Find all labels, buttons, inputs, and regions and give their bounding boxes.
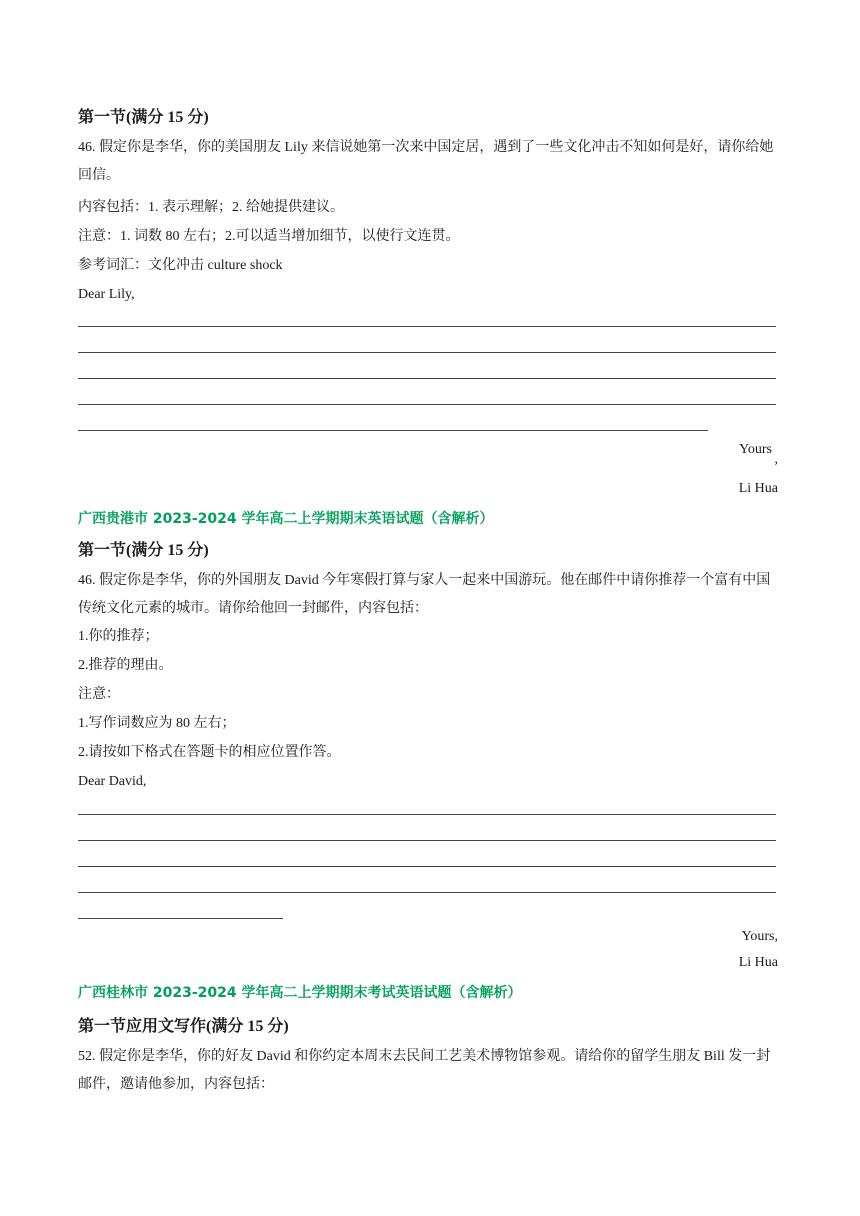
question-text: 46. 假定你是李华，你的美国朋友 Lily 来信说她第一次来中国定居，遇到了一些文化冲击不知如何是好，请你给她回信。	[78, 140, 774, 183]
answer-line	[78, 866, 776, 867]
note-text: 注意：1. 词数 80 左右；2.可以适当增加细节，以使行文连贯。	[78, 229, 460, 244]
note-item: 1.写作词数应为 80 左右；	[78, 716, 236, 731]
requirement-item: 1.你的推荐；	[78, 629, 159, 644]
letter-closing: Yours,	[741, 929, 778, 944]
note-item: 2.请按如下格式在答题卡的相应位置作答。	[78, 745, 341, 760]
content-requirements: 内容包括：1. 表示理解；2. 给她提供建议。	[78, 200, 344, 215]
note-label: 注意：	[78, 687, 120, 702]
vocab-text: 参考词汇：文化冲击 culture shock	[78, 258, 283, 273]
requirement-item: 2.推荐的理由。	[78, 658, 173, 673]
letter-signature: Li Hua	[738, 481, 778, 496]
letter-closing: Yours	[739, 442, 772, 457]
letter-greeting: Dear David,	[78, 774, 147, 789]
letter-signature: Li Hua	[738, 955, 778, 970]
answer-line	[78, 352, 776, 353]
answer-line	[78, 430, 708, 431]
letter-greeting: Dear Lily,	[78, 287, 135, 302]
question-text: 52. 假定你是李华，你的好友 David 和你约定本周末去民间工艺美术博物馆参观。请给你的留学生朋友 Bill 发一封邮件，邀请他参加，内容包括：	[78, 1049, 771, 1092]
source-title: 广西贵港市 2023-2024 学年高二上学期期末英语试题（含解析）	[78, 511, 494, 527]
answer-line	[78, 892, 776, 893]
source-title: 广西桂林市 2023-2024 学年高二上学期期末考试英语试题（含解析）	[78, 985, 522, 1001]
section-heading: 第一节(满分 15 分)	[78, 109, 209, 126]
answer-line	[78, 814, 776, 815]
answer-line	[78, 404, 776, 405]
answer-line	[78, 326, 776, 327]
section-heading: 第一节应用文写作(满分 15 分)	[78, 1018, 289, 1035]
answer-line	[78, 840, 776, 841]
answer-line	[78, 378, 776, 379]
answer-line	[78, 918, 283, 919]
section-heading: 第一节(满分 15 分)	[78, 542, 209, 559]
question-text: 46. 假定你是李华，你的外国朋友 David 今年寒假打算与家人一起来中国游玩。他在邮件中请你推荐一个富有中国传统文化元素的城市。请你给他回一封邮件，内容包括：	[78, 573, 771, 616]
closing-comma: ,	[774, 452, 778, 467]
